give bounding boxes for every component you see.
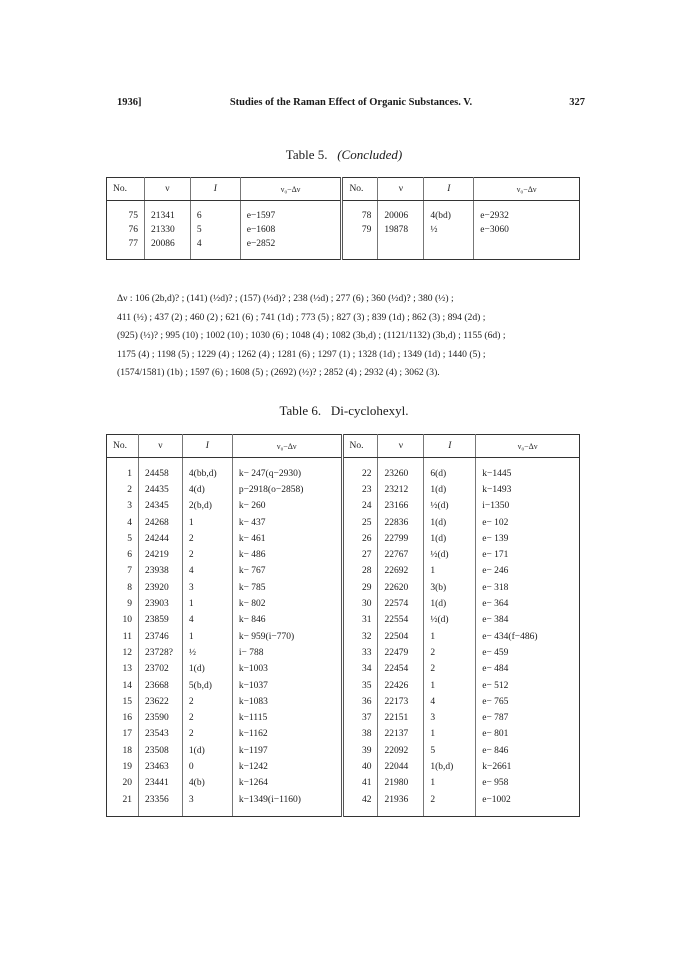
raman-shift-line: Δν : 106 (2b,d)? ; (141) (½d)? ; (157) (½d)? ; 238 (½d) ; 277 (6) ; 360 (½d)? ; 380 (½) ; xyxy=(117,293,454,304)
table-cell: 34 xyxy=(342,662,378,678)
table-cell: 1 xyxy=(424,678,476,694)
table-cell: e− 765 xyxy=(476,694,580,710)
table-cell: 0 xyxy=(182,759,232,775)
spacer-cell xyxy=(424,458,476,467)
table-cell: 78 xyxy=(342,209,378,223)
table-row xyxy=(107,515,580,531)
table-cell: k− 846 xyxy=(232,613,342,629)
table-cell: 16 xyxy=(107,710,139,726)
table-row xyxy=(107,743,580,759)
table5-body xyxy=(107,201,580,260)
table-cell: e−1597 xyxy=(240,209,342,223)
table-cell: 23590 xyxy=(138,710,182,726)
table5-header-cell: ν₀−Δν xyxy=(240,178,342,201)
table-cell: k−1242 xyxy=(232,759,342,775)
table-cell: 23728? xyxy=(138,645,182,661)
table-cell: 4 xyxy=(182,613,232,629)
table-cell: 21341 xyxy=(144,209,190,223)
table5-header-cell: ν xyxy=(378,178,424,201)
table-cell: 4(d) xyxy=(182,482,232,498)
table-cell: 1(b,d) xyxy=(424,759,476,775)
spacer-cell xyxy=(144,251,190,260)
table-cell: 22504 xyxy=(378,629,424,645)
table-cell: 21936 xyxy=(378,792,424,808)
header-year: 1936] xyxy=(117,97,142,108)
table-cell: 23 xyxy=(342,482,378,498)
table6-header-cell: ν xyxy=(378,435,424,458)
table-cell: 41 xyxy=(342,776,378,792)
table-cell: k−1003 xyxy=(232,662,342,678)
table-row xyxy=(107,209,580,223)
table-row xyxy=(107,759,580,775)
spacer-cell xyxy=(424,251,474,260)
table-row xyxy=(107,678,580,694)
table-cell: i− 788 xyxy=(232,645,342,661)
table-cell: k−1083 xyxy=(232,694,342,710)
spacer-cell xyxy=(182,808,232,817)
table6-header-cell: ν₀−Δν xyxy=(476,435,580,458)
table-cell: 23668 xyxy=(138,678,182,694)
table-cell: 2 xyxy=(182,547,232,563)
table-cell: k−2661 xyxy=(476,759,580,775)
table-row xyxy=(107,580,580,596)
spacer-row xyxy=(107,808,580,817)
table-cell: 21330 xyxy=(144,223,190,237)
table-cell: e− 364 xyxy=(476,596,580,612)
table5-caption xyxy=(0,147,688,163)
table-cell: 1(d) xyxy=(182,662,232,678)
table6-header-cell: I xyxy=(424,435,476,458)
table-cell: e− 512 xyxy=(476,678,580,694)
table-cell: 3 xyxy=(424,710,476,726)
table-cell: 13 xyxy=(107,662,139,678)
table-cell: 7 xyxy=(107,564,139,580)
table-cell: 1 xyxy=(182,596,232,612)
table-cell: k− 437 xyxy=(232,515,342,531)
table-cell: 1 xyxy=(424,727,476,743)
table-cell: k−1037 xyxy=(232,678,342,694)
table-cell: 14 xyxy=(107,678,139,694)
table-cell: 2 xyxy=(107,482,139,498)
table-cell: 23260 xyxy=(378,466,424,482)
table-cell: 23166 xyxy=(378,499,424,515)
table-cell xyxy=(342,237,378,251)
table-cell: k− 785 xyxy=(232,580,342,596)
table-cell: e− 787 xyxy=(476,710,580,726)
table-cell: e− 459 xyxy=(476,645,580,661)
table-cell: 29 xyxy=(342,580,378,596)
table-cell: 22620 xyxy=(378,580,424,596)
spacer-row xyxy=(107,458,580,467)
table-cell: 19 xyxy=(107,759,139,775)
table-cell: 24268 xyxy=(138,515,182,531)
table-cell: k−1445 xyxy=(476,466,580,482)
table5-header-row xyxy=(107,178,580,201)
table-cell: 22692 xyxy=(378,564,424,580)
table5-subtitle: (Concluded) xyxy=(337,147,403,162)
table-cell: 24345 xyxy=(138,499,182,515)
table-cell xyxy=(424,237,474,251)
table-cell: 76 xyxy=(107,223,145,237)
table-cell: e− 171 xyxy=(476,547,580,563)
raman-shift-line: (925) (½)? ; 995 (10) ; 1002 (10) ; 1030 (6) ; 1048 (4) ; 1082 (3b,d) ; (1121/1132) (3b,d) ; 1155 (6d) ; xyxy=(117,330,506,341)
table-cell: ½ xyxy=(182,645,232,661)
spacer-cell xyxy=(107,201,145,210)
table-cell: 1(d) xyxy=(424,531,476,547)
table-cell: 37 xyxy=(342,710,378,726)
table-cell: k−1264 xyxy=(232,776,342,792)
table5-header-cell: I xyxy=(424,178,474,201)
table5-title: Table 5. xyxy=(285,147,328,162)
table-cell: 20086 xyxy=(144,237,190,251)
table-cell: 23622 xyxy=(138,694,182,710)
table-cell xyxy=(378,237,424,251)
spacer-cell xyxy=(107,458,139,467)
table6-header-cell: No. xyxy=(107,435,139,458)
table-cell: 22554 xyxy=(378,613,424,629)
table-cell: 22454 xyxy=(378,662,424,678)
table-cell: 38 xyxy=(342,727,378,743)
table-cell: 23746 xyxy=(138,629,182,645)
table-cell: 12 xyxy=(107,645,139,661)
table-row xyxy=(107,629,580,645)
table-cell: 23859 xyxy=(138,613,182,629)
table-cell: 26 xyxy=(342,531,378,547)
table-cell: 23463 xyxy=(138,759,182,775)
table-row xyxy=(107,482,580,498)
table-cell: 22767 xyxy=(378,547,424,563)
table-cell: 23903 xyxy=(138,596,182,612)
table-cell: 33 xyxy=(342,645,378,661)
table-row xyxy=(107,792,580,808)
table-cell: k− 247(q−2930) xyxy=(232,466,342,482)
table-cell: 5(b,d) xyxy=(182,678,232,694)
table-row xyxy=(107,466,580,482)
table-cell: 22426 xyxy=(378,678,424,694)
table-cell: 22092 xyxy=(378,743,424,759)
table-cell: 1 xyxy=(182,515,232,531)
table-cell: 23508 xyxy=(138,743,182,759)
table-cell: e−1608 xyxy=(240,223,342,237)
table-row xyxy=(107,547,580,563)
table-cell: 18 xyxy=(107,743,139,759)
table5-header-cell: I xyxy=(190,178,240,201)
table-cell: 4(b) xyxy=(182,776,232,792)
table-cell: 15 xyxy=(107,694,139,710)
raman-shift-line: 1175 (4) ; 1198 (5) ; 1229 (4) ; 1262 (4) ; 1281 (6) ; 1297 (1) ; 1328 (1d) ; 1349 (1d) ; 1440 (5) ; xyxy=(117,348,486,360)
spacer-cell xyxy=(342,458,378,467)
table-cell: e−1002 xyxy=(476,792,580,808)
table-cell: ½(d) xyxy=(424,499,476,515)
table-cell: 28 xyxy=(342,564,378,580)
table6-caption xyxy=(0,403,688,419)
table-cell: 22479 xyxy=(378,645,424,661)
table-cell: 24435 xyxy=(138,482,182,498)
table-cell: 1(d) xyxy=(424,482,476,498)
table-cell: 1(d) xyxy=(424,515,476,531)
table6-header-cell: I xyxy=(182,435,232,458)
spacer-cell xyxy=(378,808,424,817)
table-cell: ½(d) xyxy=(424,613,476,629)
table-cell: 5 xyxy=(424,743,476,759)
table-cell: 2 xyxy=(424,662,476,678)
table-cell: 2 xyxy=(424,645,476,661)
table-cell: i−1350 xyxy=(476,499,580,515)
spacer-cell xyxy=(474,201,580,210)
table-cell: 23702 xyxy=(138,662,182,678)
spacer-cell xyxy=(182,458,232,467)
spacer-cell xyxy=(378,458,424,467)
table-cell: 1(d) xyxy=(182,743,232,759)
table-row xyxy=(107,727,580,743)
table-cell: 24 xyxy=(342,499,378,515)
table5-header-cell: No. xyxy=(342,178,378,201)
spacer-cell xyxy=(342,251,378,260)
table-cell: 2(b,d) xyxy=(182,499,232,515)
table-cell: 23543 xyxy=(138,727,182,743)
table-cell: 23441 xyxy=(138,776,182,792)
table-cell: k− 486 xyxy=(232,547,342,563)
table6-subtitle: Di-cyclohexyl. xyxy=(330,403,409,418)
table-cell: 1 xyxy=(424,776,476,792)
table-cell: 4 xyxy=(182,564,232,580)
table5-header-cell: ν₀−Δν xyxy=(474,178,580,201)
table-row xyxy=(107,564,580,580)
spacer-cell xyxy=(424,201,474,210)
spacer-cell xyxy=(190,201,240,210)
spacer-cell xyxy=(378,251,424,260)
spacer-cell xyxy=(138,458,182,467)
spacer-cell xyxy=(342,808,378,817)
header-title: Studies of the Raman Effect of Organic Substances. V. xyxy=(229,97,473,108)
spacer-cell xyxy=(474,251,580,260)
table-cell: 4 xyxy=(190,237,240,251)
table-row xyxy=(107,662,580,678)
table-cell: 24244 xyxy=(138,531,182,547)
table-cell: 3(b) xyxy=(424,580,476,596)
table-row xyxy=(107,613,580,629)
table-cell: 3 xyxy=(107,499,139,515)
table-row xyxy=(107,223,580,237)
raman-shift-line: (1574/1581) (1b) ; 1597 (6) ; 1608 (5) ; (2692) (½)? ; 2852 (4) ; 2932 (4) ; 3062 (3). xyxy=(117,367,440,378)
table-cell: 24458 xyxy=(138,466,182,482)
table-row xyxy=(107,694,580,710)
raman-shift-line: 411 (½) ; 437 (2) ; 460 (2) ; 621 (6) ; 741 (1d) ; 773 (5) ; 827 (3) ; 839 (1d) ; 862 (3) ; 894 (2d) ; xyxy=(117,311,486,323)
spacer-cell xyxy=(378,201,424,210)
table-cell: 2 xyxy=(182,727,232,743)
table-cell: k− 461 xyxy=(232,531,342,547)
spacer-cell xyxy=(342,201,378,210)
table-row xyxy=(107,596,580,612)
table-cell: 2 xyxy=(182,694,232,710)
table-row xyxy=(107,237,580,251)
table-cell: ½ xyxy=(424,223,474,237)
table-cell: 22 xyxy=(342,466,378,482)
table-cell: k−1115 xyxy=(232,710,342,726)
table-cell: e− 384 xyxy=(476,613,580,629)
table-cell: 24219 xyxy=(138,547,182,563)
table-cell: ½(d) xyxy=(424,547,476,563)
table-cell: 22799 xyxy=(378,531,424,547)
spacer-cell xyxy=(138,808,182,817)
table-cell: 2 xyxy=(182,531,232,547)
table-cell: e−2932 xyxy=(474,209,580,223)
table-cell: 19878 xyxy=(378,223,424,237)
spacer-cell xyxy=(107,808,139,817)
table-cell: 1 xyxy=(424,629,476,645)
table-cell: 23356 xyxy=(138,792,182,808)
table-cell: 20006 xyxy=(378,209,424,223)
table-row xyxy=(107,645,580,661)
table-cell: 20 xyxy=(107,776,139,792)
table-cell: 4(bd) xyxy=(424,209,474,223)
table-cell: 39 xyxy=(342,743,378,759)
table-cell: e− 484 xyxy=(476,662,580,678)
table-row xyxy=(107,531,580,547)
table-cell: 23938 xyxy=(138,564,182,580)
table5-header-cell: No. xyxy=(107,178,145,201)
table-cell: k− 959(i−770) xyxy=(232,629,342,645)
table-cell: 1(d) xyxy=(424,596,476,612)
table-cell: 32 xyxy=(342,629,378,645)
table-cell: k− 260 xyxy=(232,499,342,515)
table6-header-cell: ν xyxy=(138,435,182,458)
table6-title: Table 6. xyxy=(279,403,322,418)
table-cell: k−1162 xyxy=(232,727,342,743)
table-cell: 2 xyxy=(182,710,232,726)
spacer-cell xyxy=(240,201,342,210)
page-number: 327 xyxy=(569,97,585,108)
table-cell: 3 xyxy=(182,792,232,808)
table-cell: 42 xyxy=(342,792,378,808)
table-cell: e− 102 xyxy=(476,515,580,531)
table-cell: k− 767 xyxy=(232,564,342,580)
table-cell: p−2918(o−2858) xyxy=(232,482,342,498)
table-cell: 4 xyxy=(107,515,139,531)
raman-shift-list xyxy=(117,290,583,383)
spacer-cell xyxy=(240,251,342,260)
table-cell: 30 xyxy=(342,596,378,612)
table-cell: k− 802 xyxy=(232,596,342,612)
table-row xyxy=(107,776,580,792)
table6-header-cell: No. xyxy=(342,435,378,458)
table-cell: e−3060 xyxy=(474,223,580,237)
table-cell: 6(d) xyxy=(424,466,476,482)
table-cell: 1 xyxy=(107,466,139,482)
table-cell: e− 958 xyxy=(476,776,580,792)
table-cell: 22173 xyxy=(378,694,424,710)
table5-header-cell: ν xyxy=(144,178,190,201)
table-cell: 8 xyxy=(107,580,139,596)
table-cell: 21980 xyxy=(378,776,424,792)
spacer-cell xyxy=(144,201,190,210)
table-cell: 22836 xyxy=(378,515,424,531)
spacer-cell xyxy=(424,808,476,817)
table-row xyxy=(107,499,580,515)
table-cell: 23212 xyxy=(378,482,424,498)
table-cell: 4 xyxy=(424,694,476,710)
table6-header-row xyxy=(107,435,580,458)
table-cell: 35 xyxy=(342,678,378,694)
table-cell: 4(bb,d) xyxy=(182,466,232,482)
table-cell: 77 xyxy=(107,237,145,251)
table-cell: 22151 xyxy=(378,710,424,726)
table-cell: 79 xyxy=(342,223,378,237)
table-cell: 27 xyxy=(342,547,378,563)
table-cell: 23920 xyxy=(138,580,182,596)
table-cell: 6 xyxy=(107,547,139,563)
table-cell: 11 xyxy=(107,629,139,645)
table-cell: 21 xyxy=(107,792,139,808)
table-cell: 40 xyxy=(342,759,378,775)
table-cell: 36 xyxy=(342,694,378,710)
table-cell: e− 846 xyxy=(476,743,580,759)
table-cell: e− 246 xyxy=(476,564,580,580)
table-cell: 2 xyxy=(424,792,476,808)
table6-header-cell: ν₀−Δν xyxy=(232,435,342,458)
table-cell: 5 xyxy=(107,531,139,547)
table-cell: k−1197 xyxy=(232,743,342,759)
table-cell: 1 xyxy=(424,564,476,580)
spacer-cell xyxy=(190,251,240,260)
table-cell: e−2852 xyxy=(240,237,342,251)
spacer-cell xyxy=(232,808,342,817)
spacer-cell xyxy=(476,458,580,467)
table5 xyxy=(106,177,580,260)
table-cell: 25 xyxy=(342,515,378,531)
table-cell: e− 434(f−486) xyxy=(476,629,580,645)
table-cell: 22574 xyxy=(378,596,424,612)
spacer-row xyxy=(107,201,580,210)
table-cell: 31 xyxy=(342,613,378,629)
table-cell: 6 xyxy=(190,209,240,223)
table-cell: 9 xyxy=(107,596,139,612)
spacer-cell xyxy=(107,251,145,260)
table-cell: e− 318 xyxy=(476,580,580,596)
table-cell: 3 xyxy=(182,580,232,596)
table-cell: 5 xyxy=(190,223,240,237)
table-cell: 1 xyxy=(182,629,232,645)
table-cell: e− 801 xyxy=(476,727,580,743)
table-cell: 17 xyxy=(107,727,139,743)
table-row xyxy=(107,710,580,726)
table6-body xyxy=(107,458,580,817)
table-cell: k−1493 xyxy=(476,482,580,498)
table-cell: k−1349(i−1160) xyxy=(232,792,342,808)
table6 xyxy=(106,434,580,817)
table-cell: e− 139 xyxy=(476,531,580,547)
table-cell: 75 xyxy=(107,209,145,223)
table-cell: 22137 xyxy=(378,727,424,743)
table-cell: 22044 xyxy=(378,759,424,775)
spacer-row xyxy=(107,251,580,260)
table-cell: 10 xyxy=(107,613,139,629)
table-cell xyxy=(474,237,580,251)
spacer-cell xyxy=(476,808,580,817)
spacer-cell xyxy=(232,458,342,467)
